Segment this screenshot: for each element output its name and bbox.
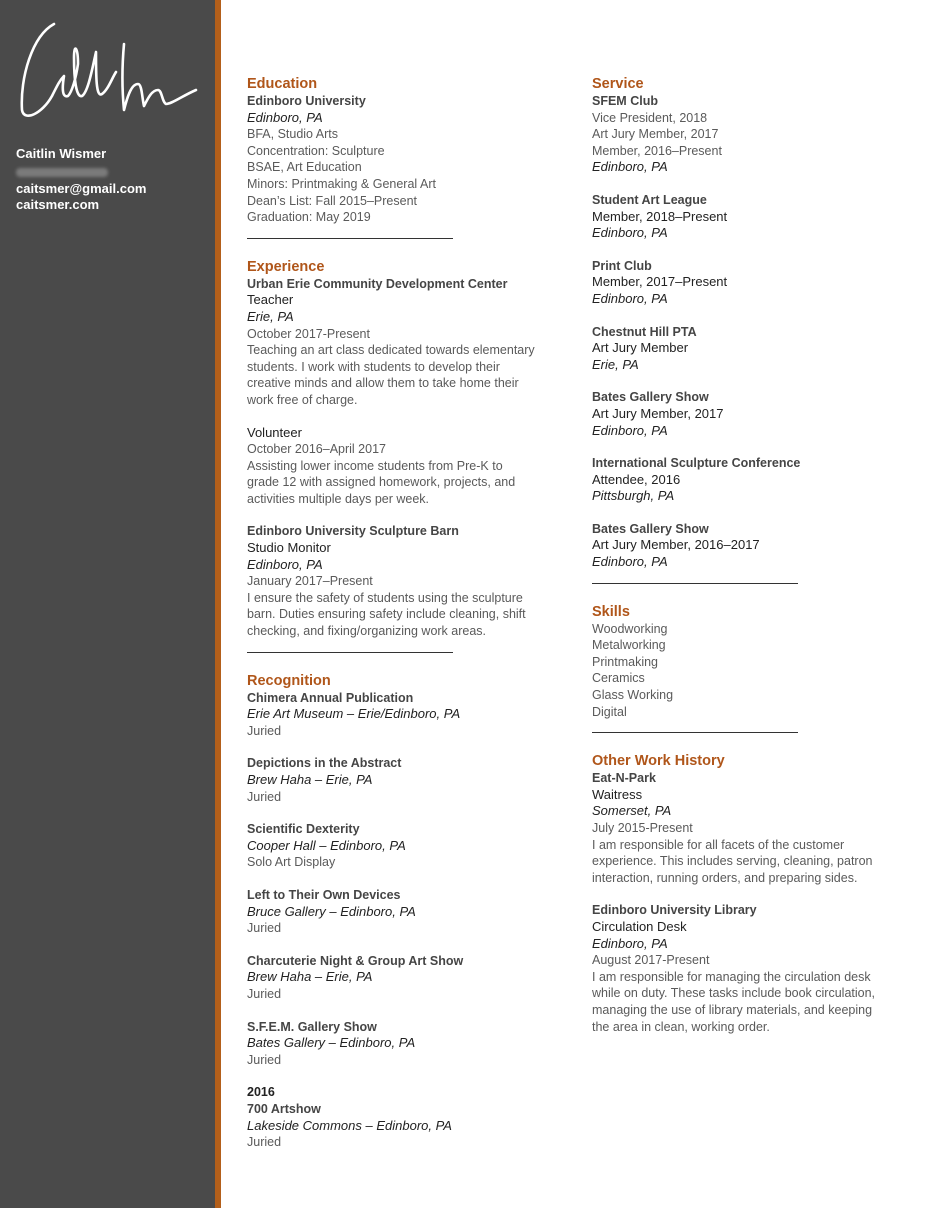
education-line: Concentration: Sculpture [247,143,385,158]
service-item [592,521,912,571]
experience-desc: students. I work with students to develop their [247,359,500,374]
recognition-venue: Brew Haha – Erie, PA [247,772,373,787]
work-desc: interaction, running orders, and preparing sides. [592,870,858,885]
other-work-section [592,753,912,1035]
divider [592,583,798,584]
recognition-venue: Bruce Gallery – Edinboro, PA [247,903,416,919]
work-org: Eat-N-Park [592,771,656,786]
experience-location: Edinboro, PA [247,556,323,572]
work-desc: while on duty. These tasks include book circulation, [592,986,876,1001]
recognition-note: Juried [247,1135,282,1150]
skill-item: Printmaking [592,654,658,669]
work-location: Somerset, PA [592,803,672,819]
skills-section [592,604,912,721]
divider [247,238,453,239]
recognition-title: Chimera Annual Publication [247,690,414,705]
recognition-item [247,887,577,937]
work-date: August 2017-Present [592,953,710,968]
experience-date: October 2016–April 2017 [247,442,386,457]
service-role: Art Jury Member [592,340,689,356]
service-role: Art Jury Member, 2016–2017 [592,537,760,553]
recognition-item [247,953,577,1003]
experience-entry [247,276,577,409]
experience-desc: grade 12 with assigned homework, projects, and [247,475,516,490]
experience-role: Teacher [247,292,294,308]
education-section [247,76,577,226]
recognition-title: Charcuterie Night & Group Art Show [247,953,464,968]
recognition-venue: Erie Art Museum – Erie/Edinboro, PA [247,706,461,722]
signature [12,18,202,128]
recognition-note: Juried [247,1052,282,1067]
service-role: Member, 2016–Present [592,143,722,158]
experience-org: Urban Erie Community Development Center [247,276,508,291]
divider [247,652,453,653]
recognition-venue: Brew Haha – Erie, PA [247,969,373,985]
education-line: Dean’s List: Fall 2015–Present [247,193,418,208]
recognition-heading: Recognition [247,672,331,689]
service-item [592,455,912,505]
education-school: Edinboro University [247,94,366,108]
service-item [592,324,912,374]
service-location: Edinboro, PA [592,159,668,175]
recognition-note: Juried [247,723,282,738]
experience-desc: barn. Duties ensuring safety include cleaning, shift [247,607,526,622]
work-location: Edinboro, PA [592,935,668,951]
education-line: Minors: Printmaking & General Art [247,176,436,191]
recognition-venue: Bates Gallery – Edinboro, PA [247,1035,416,1051]
work-role: Circulation Desk [592,918,687,934]
work-entry [592,902,912,1035]
recognition-note: Juried [247,986,282,1001]
work-desc: experience. This includes serving, cleaning, patron [592,854,873,869]
service-location: Pittsburgh, PA [592,488,675,504]
recognition-item [247,1084,577,1150]
education-line: BSAE, Art Education [247,160,362,175]
service-item [592,389,912,439]
other-work-heading: Other Work History [592,753,725,770]
recognition-title: S.F.E.M. Gallery Show [247,1019,377,1034]
work-role: Waitress [592,786,643,802]
experience-desc: activities multiple days per week. [247,491,430,506]
service-location: Edinboro, PA [592,290,668,306]
recognition-item [247,821,577,871]
recognition-title: Left to Their Own Devices [247,887,401,902]
skill-item: Glass Working [592,688,674,703]
service-org: Chestnut Hill PTA [592,324,697,339]
recognition-note: Juried [247,789,282,804]
phone-redacted [16,168,108,177]
recognition-item [247,755,577,805]
recognition-item [247,690,577,740]
experience-desc: work free of charge. [247,392,358,407]
recognition-venue: Cooper Hall – Edinboro, PA [247,837,406,853]
contact-website[interactable]: caitsmer.com [16,197,100,212]
skills-heading: Skills [592,603,630,620]
skill-item: Digital [592,704,627,719]
education-heading: Education [247,76,318,92]
service-role: Member, 2017–Present [592,274,728,290]
left-column [247,76,577,1151]
contact-email[interactable]: caitsmer@gmail.com [16,180,147,196]
experience-date: January 2017–Present [247,574,373,589]
service-location: Edinboro, PA [592,422,668,438]
education-location: Edinboro, PA [247,109,323,125]
experience-heading: Experience [247,258,325,275]
experience-desc: creative minds and allow them to take home their [247,376,519,391]
recognition-note: Juried [247,921,282,936]
skill-item: Metalworking [592,638,666,653]
education-line: BFA, Studio Arts [247,127,339,142]
experience-desc: Teaching an art class dedicated towards elementary [247,343,535,358]
accent-bar [215,0,221,1208]
recognition-venue: Lakeside Commons – Edinboro, PA [247,1117,452,1133]
service-location: Erie, PA [592,356,639,372]
recognition-title: Depictions in the Abstract [247,756,402,771]
experience-entry [247,425,577,508]
service-heading: Service [592,76,644,92]
divider [592,732,798,733]
contact-block [16,146,146,214]
service-role: Member, 2018–Present [592,208,728,224]
contact-name: Caitlin Wismer [16,146,107,161]
work-desc: I am responsible for managing the circulation desk [592,969,871,984]
recognition-year: 2016 [247,1085,275,1100]
service-item [592,258,912,308]
service-role: Art Jury Member, 2017 [592,405,724,421]
service-location: Edinboro, PA [592,554,668,570]
experience-entry [247,523,577,639]
service-item [592,93,912,176]
experience-date: October 2017-Present [247,326,370,341]
service-section [592,76,912,571]
recognition-note: Solo Art Display [247,855,336,870]
experience-section [247,259,577,640]
service-org: SFEM Club [592,94,658,108]
service-org: Bates Gallery Show [592,521,709,536]
recognition-item [247,1019,577,1069]
service-location: Edinboro, PA [592,225,668,241]
experience-desc: Assisting lower income students from Pre-K to [247,458,503,473]
recognition-title: Scientific Dexterity [247,822,360,837]
service-role: Attendee, 2016 [592,471,681,487]
service-role: Vice President, 2018 [592,110,708,125]
service-role: Art Jury Member, 2017 [592,127,719,142]
right-column [592,76,912,1035]
service-org: International Sculpture Conference [592,456,801,471]
recognition-title: 700 Artshow [247,1101,321,1116]
service-org: Student Art League [592,192,707,207]
skill-item: Woodworking [592,621,668,636]
recognition-section [247,673,577,1151]
work-desc: the area in clean, working order. [592,1019,770,1034]
experience-role: Studio Monitor [247,540,331,556]
work-date: July 2015-Present [592,821,693,835]
work-org: Edinboro University Library [592,903,757,918]
experience-desc: checking, and fixing/organizing work areas. [247,624,487,639]
service-org: Bates Gallery Show [592,390,709,405]
education-line: Graduation: May 2019 [247,210,371,225]
experience-org: Edinboro University Sculpture Barn [247,524,459,539]
skill-item: Ceramics [592,671,645,686]
work-desc: managing the use of library materials, and keeping [592,1002,873,1017]
work-entry [592,770,912,886]
service-org: Print Club [592,258,652,273]
experience-role: Volunteer [247,424,302,440]
work-desc: I am responsible for all facets of the customer [592,837,845,852]
service-item [592,192,912,242]
experience-location: Erie, PA [247,308,294,324]
experience-desc: I ensure the safety of students using the sculpture [247,590,523,605]
